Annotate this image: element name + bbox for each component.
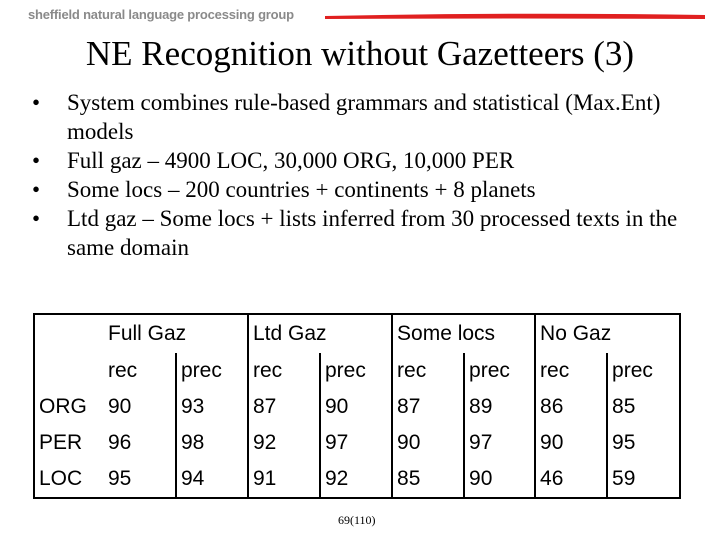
bullet-marker: • bbox=[32, 177, 41, 202]
table-cell: 87 bbox=[392, 389, 464, 425]
table-cell: 92 bbox=[320, 461, 392, 498]
subheader-cell: prec bbox=[464, 353, 535, 389]
table-corner-cell bbox=[34, 314, 104, 353]
subheader-cell: rec bbox=[108, 359, 138, 382]
table-cell: 97 bbox=[320, 425, 392, 461]
brand-text: sheffield natural language processing group bbox=[28, 7, 294, 22]
subheader-cell: rec bbox=[392, 353, 464, 389]
row-label: ORG bbox=[39, 395, 87, 418]
table-cell: 94 bbox=[176, 461, 248, 498]
table-cell: 98 bbox=[176, 425, 248, 461]
subheader-cell: prec bbox=[607, 353, 680, 389]
table-cell: 96 bbox=[108, 431, 132, 454]
table-cell: 91 bbox=[248, 461, 320, 498]
table-cell: 86 bbox=[535, 389, 607, 425]
bullet-text: Ltd gaz – Some locs + lists inferred from 30 processed texts in the same domain bbox=[67, 206, 678, 260]
bullet-text: Some locs – 200 countries + continents + 8 planets bbox=[67, 177, 536, 202]
group-header-full-gaz: Full Gaz bbox=[108, 322, 187, 345]
table-cell: 90 bbox=[535, 425, 607, 461]
bullet-item bbox=[32, 204, 692, 262]
bullet-marker: • bbox=[32, 90, 41, 115]
bullet-item bbox=[32, 175, 692, 204]
table-cell: 90 bbox=[392, 425, 464, 461]
table-cell: 46 bbox=[535, 461, 607, 498]
group-header-no-gaz: No Gaz bbox=[535, 314, 680, 353]
table-cell: 90 bbox=[108, 395, 132, 418]
subheader-cell: rec bbox=[248, 353, 320, 389]
bullet-item bbox=[32, 88, 692, 146]
page-number: 69(110) bbox=[338, 513, 376, 527]
row-label: LOC bbox=[39, 467, 83, 490]
bullet-marker: • bbox=[32, 148, 41, 173]
subheader-cell: prec bbox=[176, 353, 248, 389]
table-cell: 59 bbox=[607, 461, 680, 498]
slide-header bbox=[0, 0, 720, 30]
table-cell: 89 bbox=[464, 389, 535, 425]
bullet-text: Full gaz – 4900 LOC, 30,000 ORG, 10,000 PER bbox=[67, 148, 515, 173]
table-cell: 90 bbox=[464, 461, 535, 498]
table-cell: 92 bbox=[248, 425, 320, 461]
table-cell: 87 bbox=[248, 389, 320, 425]
table-group-header-row bbox=[34, 314, 680, 353]
table-corner-cell bbox=[34, 353, 104, 389]
table-cell: 85 bbox=[607, 389, 680, 425]
group-header-some-locs: Some locs bbox=[392, 314, 535, 353]
bullet-marker: • bbox=[32, 206, 41, 231]
slide-title: NE Recognition without Gazetteers (3) bbox=[85, 34, 635, 73]
table-subheader-row bbox=[34, 353, 680, 389]
table-row bbox=[34, 389, 680, 425]
table-cell: 95 bbox=[607, 425, 680, 461]
bullet-list bbox=[32, 88, 692, 262]
table-cell: 90 bbox=[320, 389, 392, 425]
row-label: PER bbox=[39, 431, 83, 454]
table-row bbox=[34, 425, 680, 461]
header-swoosh-decoration bbox=[325, 9, 705, 23]
subheader-cell: rec bbox=[535, 353, 607, 389]
bullet-item bbox=[32, 146, 692, 175]
subheader-cell: prec bbox=[320, 353, 392, 389]
table-row bbox=[34, 461, 680, 498]
results-table bbox=[33, 313, 681, 499]
table-cell: 95 bbox=[108, 467, 132, 490]
table-cell: 97 bbox=[464, 425, 535, 461]
group-header-ltd-gaz: Ltd Gaz bbox=[248, 314, 392, 353]
table-cell: 85 bbox=[392, 461, 464, 498]
bullet-text: System combines rule-based grammars and statistical (Max.Ent) models bbox=[67, 90, 661, 144]
table-cell: 93 bbox=[176, 389, 248, 425]
